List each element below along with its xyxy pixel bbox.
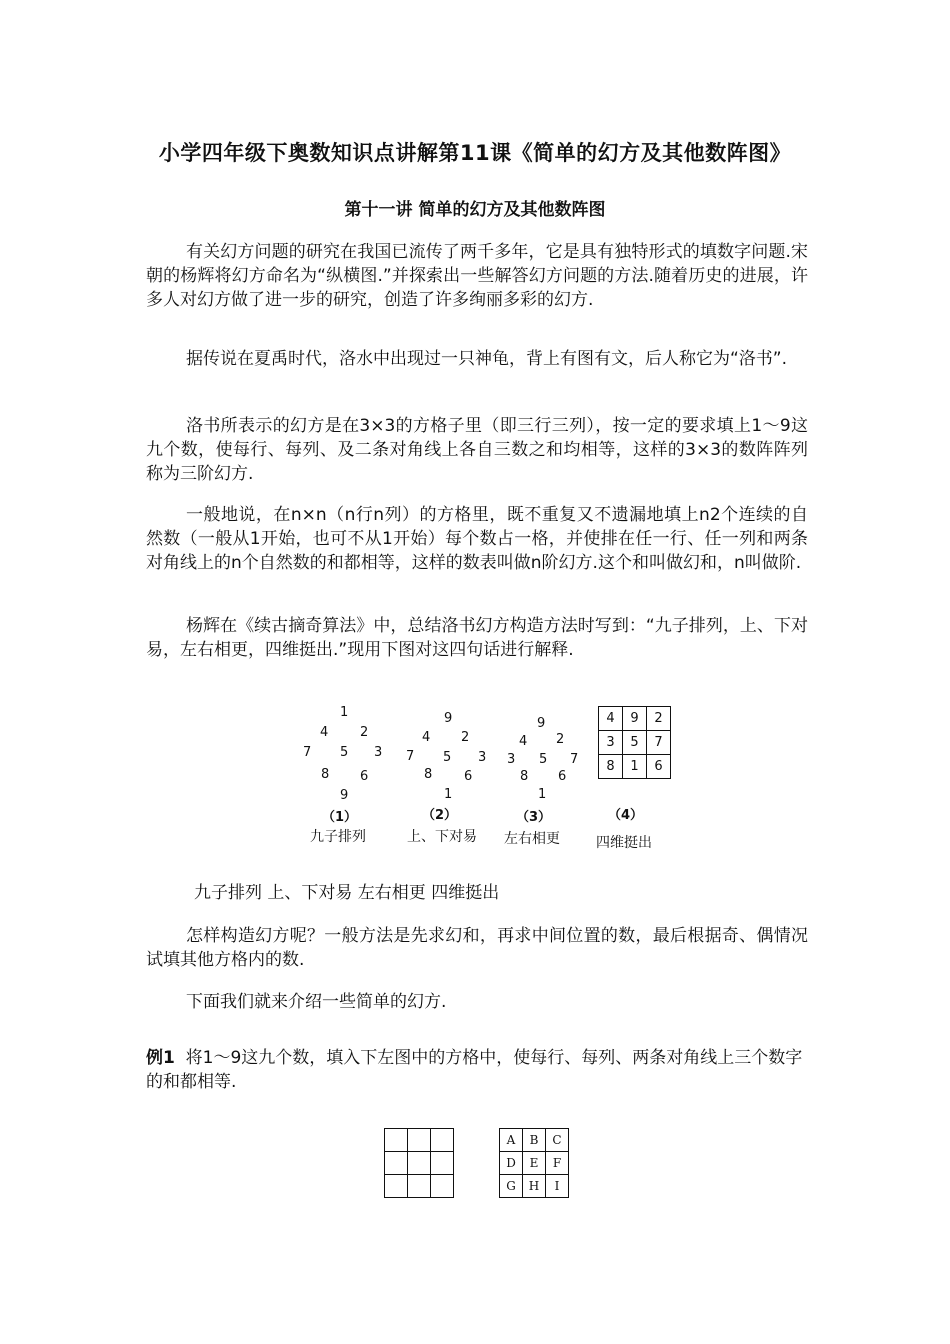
figure-label: （1） [322, 810, 358, 825]
figure-3-number: 4 [519, 734, 528, 749]
grid-cell [431, 1129, 454, 1152]
grid-cell [408, 1152, 431, 1175]
magic-square-cell: 5 [623, 731, 647, 755]
magic-square-cell: 3 [599, 731, 623, 755]
figure-3-number: 3 [507, 752, 516, 767]
paragraph-n-order-definition: 一般地说，在n×n（n行n列）的方格里，既不重复又不遗漏地填上n2个连续的自然数（一般从1开始，也可不从1开始）每个数占一格，并使排在任一行、任一列和两条对角线上的n个自然数的和都相等，这样的数表叫做n阶幻方.这个和叫做幻和，n叫做阶. [146, 505, 808, 573]
figure-2-number: 4 [422, 730, 431, 745]
paragraph-intro: 有关幻方问题的研究在我国已流传了两千多年，它是具有独特形式的填数字问题.宋朝的杨辉将幻方命名为“纵横图.”并探索出一些解答幻方问题的方法.随着历史的进展，许多人对幻方做了进一步的研究，创造了许多绚丽多彩的幻方. [146, 242, 808, 310]
figure-2-number: 9 [444, 711, 453, 726]
figure-1-number: 2 [360, 725, 369, 740]
figure-caption: 上、下对易 [407, 829, 477, 845]
figure-1-number: 5 [340, 745, 349, 760]
example-text: 将1～9这九个数，填入下左图中的方格中，使每行、每列、两条对角线上三个数字的和都相等. [146, 1048, 803, 1092]
figure-2-number: 7 [406, 749, 415, 764]
letter-cell: F [546, 1152, 569, 1175]
magic-square-cell: 7 [647, 731, 671, 755]
paragraph-intro-examples: 下面我们就来介绍一些简单的幻方. [186, 992, 447, 1012]
figure-2-number: 5 [443, 750, 452, 765]
example-1 [146, 1046, 808, 1094]
figure-2-number: 2 [461, 730, 470, 745]
paragraph-luoshu-legend: 据传说在夏禹时代，洛水中出现过一只神龟，背上有图有文，后人称它为“洛书”. [186, 349, 788, 369]
figure-2-number: 1 [444, 787, 453, 802]
paragraph-method: 怎样构造幻方呢？一般方法是先求幻和，再求中间位置的数，最后根据奇、偶情况试填其他方格内的数. [146, 926, 808, 970]
letter-cell: A [500, 1129, 523, 1152]
letter-cell: E [523, 1152, 546, 1175]
figure-3-number: 6 [558, 769, 567, 784]
letter-cell: C [546, 1129, 569, 1152]
figure-1-number: 4 [320, 725, 329, 740]
figure-3-number: 7 [570, 752, 579, 767]
figure-1-number: 6 [360, 769, 369, 784]
construction-summary: 九子排列 上、下对易 左右相更 四维挺出 [194, 883, 500, 903]
grid-cell [431, 1152, 454, 1175]
figure-caption: 左右相更 [504, 831, 560, 847]
lecture-subtitle: 第十一讲 简单的幻方及其他数阵图 [344, 200, 606, 220]
figure-1-number: 1 [340, 705, 349, 720]
figure-label: （3） [516, 810, 552, 825]
magic-square-cell: 9 [623, 707, 647, 731]
letter-cell: H [523, 1175, 546, 1198]
figure-1-number: 7 [303, 745, 312, 760]
figure-label: （4） [608, 808, 644, 823]
page-title: 小学四年级下奥数知识点讲解第11课《简单的幻方及其他数阵图》 [158, 141, 792, 165]
example-label: 例1 [146, 1048, 175, 1068]
magic-square-cell: 6 [647, 755, 671, 779]
letter-cell: B [523, 1129, 546, 1152]
figure-label: （2） [422, 808, 458, 823]
paragraph-luoshu-definition: 洛书所表示的幻方是在3×3的方格子里（即三行三列），按一定的要求填上1～9这九个数，使每行、每列、及二条对角线上各自三数之和均相等，这样的3×3的数阵阵列称为三阶幻方. [146, 416, 808, 484]
paragraph-yanghui: 杨辉在《续古摘奇算法》中，总结洛书幻方构造方法时写到：“九子排列，上、下对易，左右相更，四维挺出.”现用下图对这四句话进行解释. [146, 616, 808, 660]
figure-1-number: 8 [321, 767, 330, 782]
letter-cell: G [500, 1175, 523, 1198]
letter-grid [499, 1128, 569, 1198]
figure-3-number: 5 [539, 752, 548, 767]
letter-cell: D [500, 1152, 523, 1175]
figure-3-number: 8 [520, 769, 529, 784]
figure-1-number: 3 [374, 745, 383, 760]
grid-cell [385, 1152, 408, 1175]
letter-cell: I [546, 1175, 569, 1198]
figure-3-number: 2 [556, 732, 565, 747]
figure-2-number: 3 [478, 750, 487, 765]
magic-square-cell: 4 [599, 707, 623, 731]
magic-square-cell: 1 [623, 755, 647, 779]
figure-3-number: 1 [538, 787, 547, 802]
figure-2-number: 8 [424, 767, 433, 782]
grid-cell [431, 1175, 454, 1198]
magic-square-cell: 2 [647, 707, 671, 731]
magic-square-cell: 8 [599, 755, 623, 779]
figure-caption: 九子排列 [310, 829, 366, 845]
figure-1-number: 9 [340, 788, 349, 803]
figure-caption: 四维挺出 [596, 835, 652, 851]
empty-grid [384, 1128, 454, 1198]
grid-cell [385, 1175, 408, 1198]
grid-cell [408, 1129, 431, 1152]
magic-square-grid [598, 706, 671, 779]
figure-3-number: 9 [537, 716, 546, 731]
figure-2-number: 6 [464, 769, 473, 784]
grid-cell [385, 1129, 408, 1152]
grid-cell [408, 1175, 431, 1198]
